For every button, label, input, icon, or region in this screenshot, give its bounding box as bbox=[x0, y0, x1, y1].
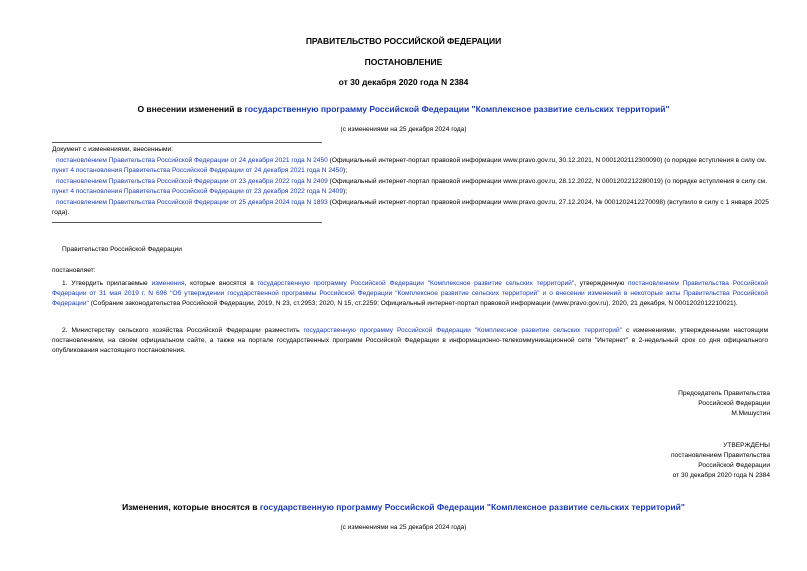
amendments-note bbox=[52, 145, 772, 219]
paragraph-1: 1. Утвердить прилагаемые изменения, которые вносятся в государственную программу Российской Федерации "Комплексное развитие сельских территорий", утвержденную постановлением Правительства Российской Федерации от 31 мая 2019 г. N 696 "Об утверждении государственной программы Российской Федерации "Комплексное развитие сельских территорий" и о внесении изменений в некоторые акты Правительства Российской Федерации" (Собрание законодательства Российской Федерации, 2019, N 23, ст.2953; 2020, N 15, ст.2259; Официальный интернет-портал правовой информации (www.pravo.gov.ru), 2020, 21 декабря, N 0001202012210021). bbox=[52, 280, 768, 307]
program-link[interactable]: государственную программу Российской Федерации "Комплексное развитие сельских территорий" bbox=[303, 327, 622, 334]
changes-link[interactable]: изменения bbox=[151, 280, 185, 287]
title-revision: (с изменениями на 25 декабря 2024 года) bbox=[340, 126, 467, 133]
program-link[interactable]: государственную программу Российской Федерации "Комплексное развитие сельских территорий" bbox=[257, 280, 575, 287]
signature-title: Председатель Правительства bbox=[678, 390, 770, 397]
amendment-link[interactable]: постановлением Правительства Российской Федерации от 23 декабря 2022 года N 2409 bbox=[56, 177, 328, 185]
amendments-intro: Документ с изменениями, внесенными: bbox=[52, 146, 174, 153]
amendment-effective-link[interactable]: пункт 4 постановления Правительства Российской Федерации от 23 декабря 2022 года N 2409 bbox=[52, 188, 343, 195]
amendment-link[interactable]: постановлением Правительства Российской Федерации от 24 декабря 2021 года N 2450 bbox=[56, 156, 328, 164]
amendment-link[interactable]: постановлением Правительства Российской Федерации от 25 декабря 2024 года N 1893 bbox=[56, 198, 328, 206]
resolves-label: постановляет: bbox=[52, 267, 96, 274]
signature-country: Российской Федерации bbox=[698, 400, 770, 407]
document-type: ПОСТАНОВЛЕНИЕ bbox=[364, 57, 443, 67]
document-title bbox=[0, 104, 807, 114]
government-subject: Правительство Российской Федерации bbox=[62, 246, 182, 253]
annex-prefix: Изменения, которые вносятся в bbox=[122, 502, 260, 512]
divider-top bbox=[52, 142, 322, 143]
annex-program-link[interactable]: государственную программу Российской Федерации "Комплексное развитие сельских территорий" bbox=[259, 502, 685, 512]
title-program-link[interactable]: государственную программу Российской Федерации "Комплексное развитие сельских территорий" bbox=[244, 104, 670, 114]
divider-bottom bbox=[52, 222, 322, 223]
amendment-item: постановлением Правительства Российской Федерации от 23 декабря 2022 года N 2409 (Официальный интернет-портал правовой информации www.pravo.gov.ru, 28.12.2022, N 0001202212280019) (о порядке вступления в силу см. пункт 4 постановления Правительства Российской Федерации от 23 декабря 2022 года N 2409); bbox=[52, 177, 768, 195]
paragraph-2: 2. Министерству сельского хозяйства Российской Федерации разместить государственную программу Российской Федерации "Комплексное развитие сельских территорий" с изменениями, утвержденными настоящим постановлением, на своем официальном сайте, а также на портале государственных программ Российской Федерации в информационно-телекоммуникационной сети "Интернет" в 2-недельный срок со дня официального опубликования настоящего постановления. bbox=[52, 327, 768, 354]
resolution-696-link[interactable]: постановлением Правительства Российской Федерации от 31 мая 2019 г. N 696 "Об утверждении государственной программы Российской Федерации "Комплексное развитие сельских территорий" и о внесении изменений в некоторые акты Правительства Российской Федерации" bbox=[52, 280, 768, 307]
annex-revision: (с изменениями на 25 декабря 2024 года) bbox=[340, 524, 467, 531]
government-heading: ПРАВИТЕЛЬСТВО РОССИЙСКОЙ ФЕДЕРАЦИИ bbox=[305, 36, 502, 46]
amendment-item: постановлением Правительства Российской Федерации от 25 декабря 2024 года N 1893 (Официальный интернет-портал правовой информации www.pravo.gov.ru, 27.12.2024, № 0001202412270098) (вступило в силу с 1 января 2025 года). bbox=[52, 198, 769, 216]
signature-name: М.Мишустин bbox=[731, 410, 770, 417]
amendment-effective-link[interactable]: пункт 4 постановления Правительства Российской Федерации от 24 декабря 2021 года N 2450 bbox=[52, 167, 343, 174]
amendment-item: постановлением Правительства Российской Федерации от 24 декабря 2021 года N 2450 (Официальный интернет-портал правовой информации www.pravo.gov.ru, 30.12.2021, N 0001202112300090) (о порядке вступления в силу см. пункт 4 постановления Правительства Российской Федерации от 24 декабря 2021 года N 2450); bbox=[52, 156, 767, 174]
title-prefix: О внесении изменений в bbox=[137, 104, 245, 114]
approval-line: Российской Федерации bbox=[698, 462, 770, 469]
signature-block bbox=[678, 389, 770, 419]
approval-heading: УТВЕРЖДЕНЫ bbox=[723, 442, 770, 449]
annex-title bbox=[0, 502, 807, 512]
document-date-number: от 30 декабря 2020 года N 2384 bbox=[338, 77, 469, 87]
approval-line: постановлением Правительства bbox=[670, 452, 770, 459]
approval-block bbox=[671, 441, 770, 481]
approval-date: от 30 декабря 2020 года N 2384 bbox=[672, 472, 770, 479]
